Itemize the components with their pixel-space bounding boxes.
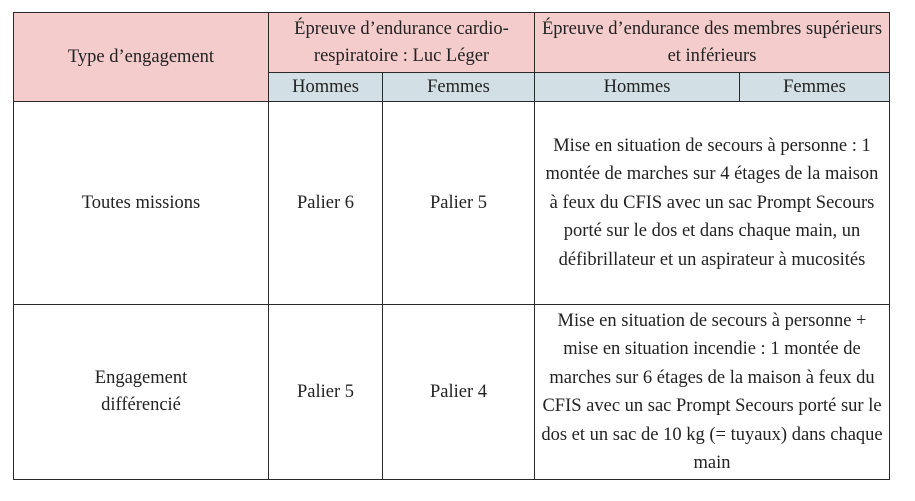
row-membres-description: Mise en situation de secours à personne + mise en situation incendie : 1 montée de marches sur 6 étages de la maison à feux du CFIS avec un sac Prompt Secours porté sur le dos et un sac de 10 kg (= tuyaux) dans chaque main bbox=[535, 305, 890, 480]
row-cardio-hommes: Palier 5 bbox=[269, 305, 383, 480]
table-row bbox=[14, 102, 890, 305]
row-cardio-hommes: Palier 6 bbox=[269, 102, 383, 305]
row-type: Engagement différencié bbox=[14, 305, 269, 480]
header-membres-femmes: Femmes bbox=[740, 73, 890, 102]
row-cardio-femmes: Palier 4 bbox=[383, 305, 535, 480]
row-type: Toutes missions bbox=[14, 102, 269, 305]
header-membres-test: Épreuve d’endurance des membres supérieurs et inférieurs bbox=[535, 13, 890, 73]
row-cardio-femmes: Palier 5 bbox=[383, 102, 535, 305]
endurance-requirements-table bbox=[13, 12, 890, 480]
header-cardio-femmes: Femmes bbox=[383, 73, 535, 102]
row-membres-description: Mise en situation de secours à personne : 1 montée de marches sur 4 étages de la maison à feux du CFIS avec un sac Prompt Secours porté sur le dos et dans chaque main, un défibrillateur et un aspirateur à mucosités bbox=[535, 102, 890, 305]
table-row bbox=[14, 305, 890, 480]
header-cardio-hommes: Hommes bbox=[269, 73, 383, 102]
header-cardio-test: Épreuve d’endurance cardio-respiratoire : Luc Léger bbox=[269, 13, 535, 73]
header-membres-hommes: Hommes bbox=[535, 73, 740, 102]
header-row-main bbox=[14, 13, 890, 73]
header-type-engagement: Type d’engagement bbox=[14, 13, 269, 102]
